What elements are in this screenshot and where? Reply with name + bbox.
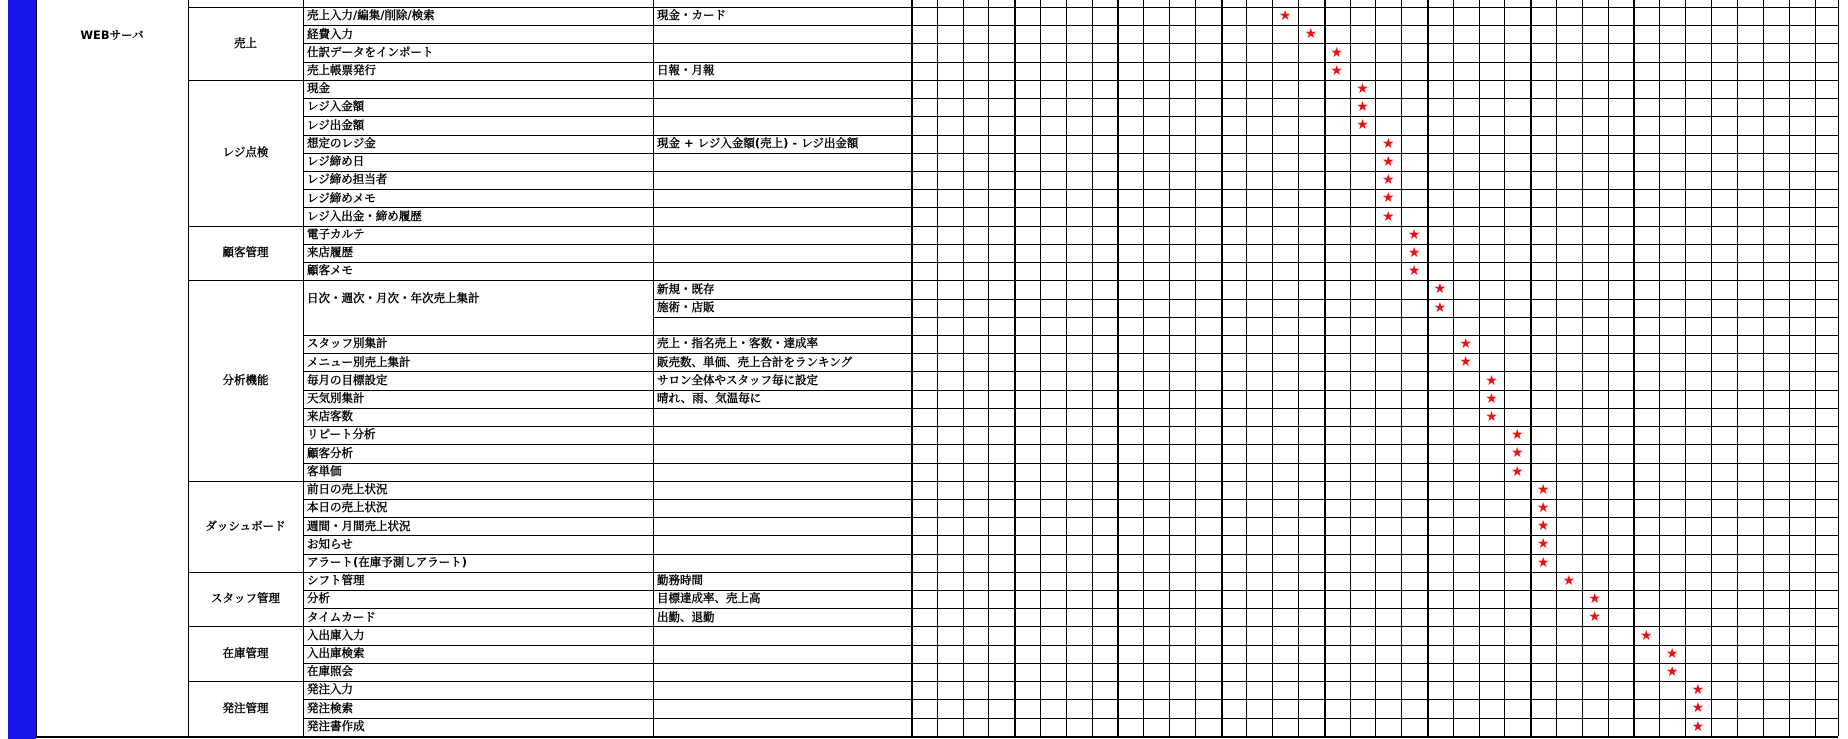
grid-column-border: [1530, 0, 1532, 736]
grid-column-border: [1375, 0, 1376, 736]
star-icon: ★: [1278, 8, 1292, 25]
star-icon: ★: [1588, 609, 1601, 626]
grid-column-border: [1221, 0, 1223, 736]
system-label: WEBサーバ: [80, 28, 144, 43]
star-icon: ★: [1382, 190, 1395, 207]
group-label: 発注管理: [222, 700, 269, 715]
note-label: 施術・店販: [657, 299, 715, 314]
star-icon: ★: [1562, 572, 1576, 589]
feature-label: 前日の売上状況: [307, 482, 388, 497]
star-icon: ★: [1511, 463, 1524, 480]
feature-label: メニュー別売上集計: [307, 354, 411, 369]
star-icon: ★: [1640, 627, 1653, 644]
grid-column-border: [1815, 0, 1816, 736]
grid-column-border: [1324, 0, 1326, 736]
feature-label: スタッフ別集計: [307, 336, 388, 351]
star-icon: ★: [1304, 26, 1318, 43]
feature-label: 現金: [307, 81, 330, 96]
star-icon: ★: [1536, 518, 1550, 535]
star-icon: ★: [1459, 354, 1472, 371]
top-border: [188, 7, 1838, 8]
note-left-border: [653, 0, 654, 736]
note-label: 販売数、単価、売上合計をランキング: [657, 354, 853, 369]
note-label: 勤務時間: [657, 573, 703, 588]
grid-column-border: [1789, 0, 1790, 736]
feature-label: 入出庫検索: [307, 646, 365, 661]
star-icon: ★: [1407, 226, 1421, 243]
feature-label: 来店履歴: [307, 245, 353, 260]
feature-label: 日次・週次・月次・年次売上集計: [307, 290, 480, 305]
grid-column-border: [1040, 0, 1041, 736]
group-label: レジ点検: [222, 145, 269, 159]
star-icon: ★: [1536, 536, 1550, 553]
feature-label: 仕訳データをインポート: [307, 44, 434, 59]
feature-label: 天気別集計: [307, 390, 365, 405]
grid-column-border: [1608, 0, 1609, 736]
feature-label: アラート(在庫予測しアラート): [307, 554, 468, 569]
sys-left-border: [36, 0, 37, 738]
group-label: 顧客管理: [222, 245, 269, 260]
grid-column-border: [1659, 0, 1660, 736]
star-icon: ★: [1511, 427, 1524, 444]
feature-label: レジ締め日: [307, 154, 365, 169]
grid-column-border: [1685, 0, 1686, 736]
group-label: 売上: [234, 35, 257, 50]
feature-label: レジ入金額: [307, 99, 365, 114]
grid-column-border: [963, 0, 964, 736]
grid-column-border: [1711, 0, 1712, 736]
feature-label: タイムカード: [307, 609, 376, 624]
grid-column-border: [1401, 0, 1402, 736]
grid-column-border: [1763, 0, 1764, 736]
star-icon: ★: [1485, 390, 1498, 407]
grid-column-border: [1195, 0, 1196, 736]
star-icon: ★: [1382, 153, 1395, 170]
group-label: ダッシュボード: [205, 518, 286, 533]
note-label: 現金 + レジ入金額(売上) - レジ出金額: [657, 135, 859, 150]
feature-label: 顧客メモ: [307, 263, 353, 278]
feature-label: 毎月の目標設定: [307, 372, 388, 387]
feature-label: 来店客数: [307, 409, 353, 424]
grid-column-border: [1298, 0, 1299, 736]
star-icon: ★: [1691, 718, 1705, 735]
grid-column-border: [1504, 0, 1505, 736]
star-icon: ★: [1485, 408, 1498, 425]
grid-column-border: [1066, 0, 1067, 736]
feature-label: レジ出金額: [307, 117, 365, 132]
star-icon: ★: [1382, 172, 1395, 189]
note-label: 日報・月報: [657, 63, 715, 78]
sidebar-bar: [8, 0, 36, 739]
note-label: 晴れ、雨、気温毎に: [657, 390, 762, 405]
feature-label: 電子カルテ: [307, 226, 365, 241]
feature-label: 売上入力/編集/削除/検索: [307, 8, 435, 23]
grid-column-border: [1246, 0, 1247, 736]
group-label: スタッフ管理: [211, 591, 280, 606]
star-icon: ★: [1330, 44, 1343, 61]
star-icon: ★: [1433, 281, 1447, 298]
grid-column-border: [1453, 0, 1454, 736]
star-icon: ★: [1330, 62, 1343, 79]
note-label: 出勤、退勤: [657, 609, 715, 624]
feature-label: レジ締め担当者: [307, 172, 388, 187]
grid-column-border: [1556, 0, 1557, 736]
grid-column-border: [1014, 0, 1016, 736]
feature-label: 発注書作成: [307, 718, 365, 733]
grid-column-border: [911, 0, 913, 736]
grid-column-border: [988, 0, 989, 736]
note-label: 目標達成率、売上高: [657, 591, 761, 606]
star-icon: ★: [1382, 208, 1395, 225]
feature-label: 売上帳票発行: [307, 63, 376, 78]
feature-label: 客単価: [307, 463, 342, 478]
star-icon: ★: [1665, 664, 1679, 681]
feature-label: 経費入力: [307, 26, 353, 41]
grid-column-border: [1117, 0, 1119, 736]
star-icon: ★: [1382, 135, 1395, 152]
star-icon: ★: [1691, 682, 1705, 699]
grid-column-border: [1350, 0, 1351, 736]
grid-column-border: [1838, 0, 1839, 736]
grid-column-border: [937, 0, 938, 736]
feature-label: 想定のレジ金: [307, 135, 376, 150]
group-label: 分析機能: [222, 372, 269, 387]
grid-column-border: [1737, 0, 1738, 736]
note-label: 新規・既存: [657, 281, 715, 296]
star-icon: ★: [1588, 591, 1601, 608]
note-label: 現金・カード: [657, 8, 726, 23]
note-label: サロン全体やスタッフ毎に設定: [657, 372, 818, 387]
feature-label: 分析: [307, 591, 330, 606]
grid-column-border: [1092, 0, 1093, 736]
grid-column-border: [1582, 0, 1583, 736]
grid-column-border: [1272, 0, 1273, 736]
feature-label: 顧客分析: [307, 445, 353, 460]
feature-label: 発注検索: [307, 700, 353, 715]
feature-label: 入出庫入力: [307, 627, 365, 642]
feature-label: リピート分析: [307, 427, 376, 442]
star-icon: ★: [1665, 645, 1679, 662]
star-icon: ★: [1356, 117, 1369, 134]
note-label: 売上・指名売上・客数・達成率: [657, 336, 818, 351]
group-label: 在庫管理: [222, 646, 269, 661]
star-icon: ★: [1691, 700, 1705, 717]
feature-label: レジ入出金・締め履歴: [307, 208, 422, 223]
feature-label: 週間・月間売上状況: [307, 518, 411, 533]
star-icon: ★: [1407, 244, 1421, 261]
bottom-border: [36, 736, 1838, 738]
star-icon: ★: [1536, 500, 1550, 517]
star-icon: ★: [1407, 263, 1421, 280]
star-icon: ★: [1485, 372, 1498, 389]
feature-label: お知らせ: [307, 536, 353, 551]
star-icon: ★: [1536, 554, 1550, 571]
star-icon: ★: [1433, 299, 1447, 316]
grid-column-border: [1143, 0, 1144, 736]
grid-column-border: [1169, 0, 1170, 736]
star-icon: ★: [1536, 481, 1550, 498]
feature-label: 本日の売上状況: [307, 500, 388, 515]
feature-label: レジ締めメモ: [307, 190, 376, 205]
grid-column-border: [1427, 0, 1429, 736]
feature-left-border: [303, 0, 304, 736]
grid-column-border: [1479, 0, 1480, 736]
feature-label: シフト管理: [307, 573, 365, 588]
star-icon: ★: [1459, 336, 1472, 353]
grid-column-border: [1633, 0, 1635, 736]
star-icon: ★: [1356, 80, 1369, 97]
group-left-border: [188, 0, 189, 736]
feature-label: 発注入力: [307, 682, 353, 697]
star-icon: ★: [1356, 99, 1369, 116]
star-icon: ★: [1511, 445, 1524, 462]
feature-label: 在庫照会: [307, 664, 353, 679]
